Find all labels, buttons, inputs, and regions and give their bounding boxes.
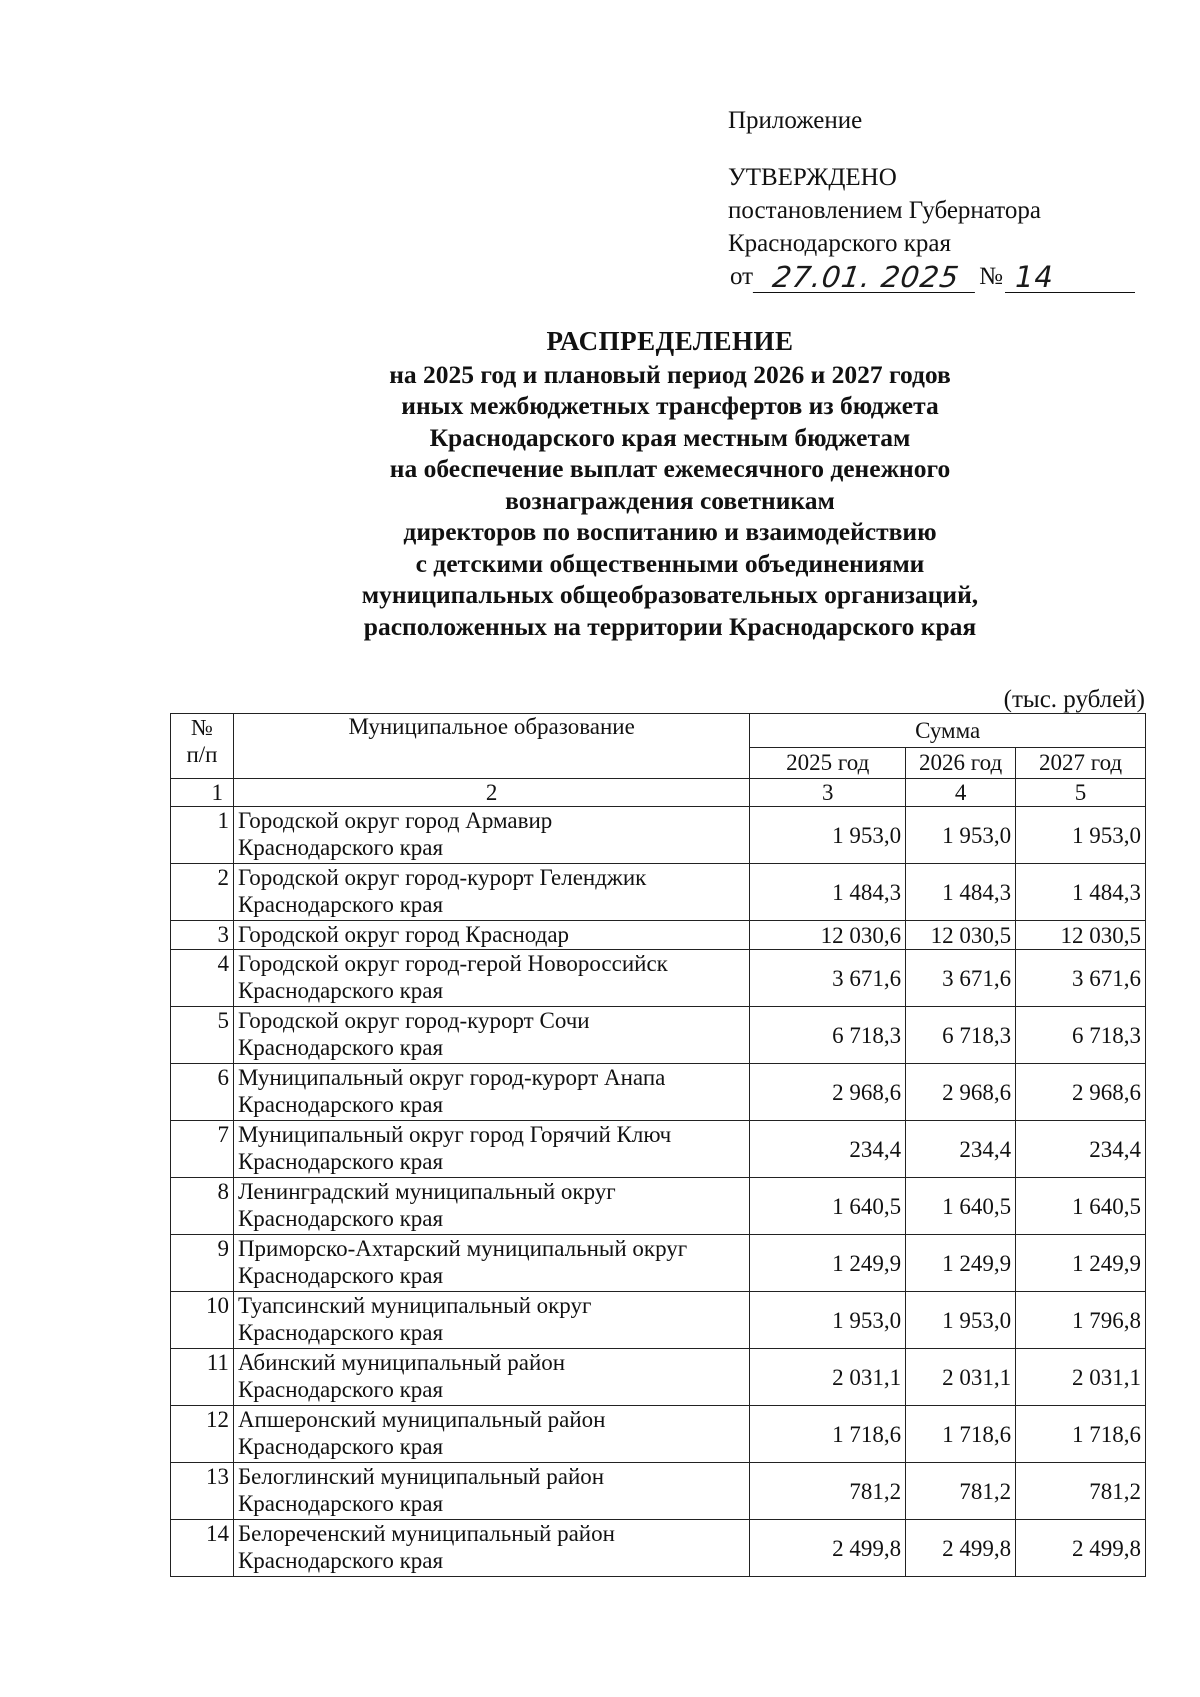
municipality-name-line: Абинский муниципальный район bbox=[237, 1350, 566, 1375]
header-2025: 2025 год bbox=[750, 748, 906, 779]
municipality-name bbox=[233, 1349, 749, 1406]
value-2026: 1 953,0 bbox=[906, 807, 1016, 864]
municipality-name-line: Краснодарского края bbox=[237, 1548, 444, 1573]
row-number: 13 bbox=[171, 1463, 234, 1520]
value-2027: 2 031,1 bbox=[1016, 1349, 1146, 1406]
municipality-name-line: Белореченский муниципальный район bbox=[237, 1521, 615, 1546]
municipality-name-line: Краснодарского края bbox=[237, 892, 444, 917]
value-2027: 1 249,9 bbox=[1016, 1235, 1146, 1292]
column-number: 3 bbox=[750, 779, 906, 807]
value-2025: 3 671,6 bbox=[750, 950, 906, 1007]
value-2027: 1 484,3 bbox=[1016, 864, 1146, 921]
row-number: 6 bbox=[171, 1064, 234, 1121]
municipality-name-line: Краснодарского края bbox=[237, 1035, 444, 1060]
table-row bbox=[171, 1007, 1146, 1064]
table-row bbox=[171, 1121, 1146, 1178]
municipality-name bbox=[233, 950, 749, 1007]
municipality-name-line: Городской округ город Краснодар bbox=[237, 922, 570, 947]
column-number: 2 bbox=[233, 779, 749, 807]
municipality-name bbox=[233, 1520, 749, 1577]
header-2026: 2026 год bbox=[906, 748, 1016, 779]
value-2026: 2 499,8 bbox=[906, 1520, 1016, 1577]
row-number: 9 bbox=[171, 1235, 234, 1292]
value-2027: 3 671,6 bbox=[1016, 950, 1146, 1007]
municipality-name bbox=[233, 1406, 749, 1463]
value-2025: 2 499,8 bbox=[750, 1520, 906, 1577]
municipality-name-line: Краснодарского края bbox=[237, 1092, 444, 1117]
municipality-name bbox=[233, 1235, 749, 1292]
units-label: (тыс. рублей) bbox=[1003, 686, 1145, 713]
municipality-name bbox=[233, 1064, 749, 1121]
municipality-name-line: Краснодарского края bbox=[237, 1377, 444, 1402]
header-number: № п/п bbox=[171, 714, 234, 779]
row-number: 7 bbox=[171, 1121, 234, 1178]
value-2027: 6 718,3 bbox=[1016, 1007, 1146, 1064]
municipality-name-line: Городской округ город-герой Новороссийск bbox=[237, 951, 668, 976]
row-number: 10 bbox=[171, 1292, 234, 1349]
value-2026: 2 968,6 bbox=[906, 1064, 1016, 1121]
table-row bbox=[171, 1064, 1146, 1121]
municipality-name-line: Приморско-Ахтарский муниципальный округ bbox=[237, 1236, 688, 1261]
value-2027: 12 030,5 bbox=[1016, 921, 1146, 950]
title-line: Краснодарского края местным бюджетам bbox=[429, 422, 911, 452]
row-number: 2 bbox=[171, 864, 234, 921]
document-title bbox=[250, 326, 1090, 642]
handwritten-number: 14 bbox=[1005, 262, 1135, 293]
value-2026: 3 671,6 bbox=[906, 950, 1016, 1007]
municipality-name-line: Городской округ город-курорт Геленджик bbox=[237, 865, 647, 890]
value-2027: 2 499,8 bbox=[1016, 1520, 1146, 1577]
value-2027: 1 718,6 bbox=[1016, 1406, 1146, 1463]
header-municipality: Муниципальное образование bbox=[233, 714, 749, 779]
row-number: 8 bbox=[171, 1178, 234, 1235]
table-row bbox=[171, 1463, 1146, 1520]
row-number: 14 bbox=[171, 1520, 234, 1577]
title-line: расположенных на территории Краснодарского края bbox=[363, 611, 977, 641]
municipality-name-line: Апшеронский муниципальный район bbox=[237, 1407, 606, 1432]
approved-region-line: Краснодарского края bbox=[728, 230, 951, 257]
value-2025: 1 953,0 bbox=[750, 1292, 906, 1349]
value-2025: 2 968,6 bbox=[750, 1064, 906, 1121]
municipality-name bbox=[233, 864, 749, 921]
column-number: 5 bbox=[1016, 779, 1146, 807]
approved-label: УТВЕРЖДЕНО bbox=[728, 164, 897, 191]
table-body bbox=[171, 807, 1146, 1577]
value-2026: 1 718,6 bbox=[906, 1406, 1016, 1463]
municipality-name-line: Краснодарского края bbox=[237, 978, 444, 1003]
table-row bbox=[171, 1349, 1146, 1406]
value-2025: 1 249,9 bbox=[750, 1235, 906, 1292]
row-number: 4 bbox=[171, 950, 234, 1007]
header-2027: 2027 год bbox=[1016, 748, 1146, 779]
value-2026: 1 249,9 bbox=[906, 1235, 1016, 1292]
value-2025: 1 718,6 bbox=[750, 1406, 906, 1463]
value-2025: 234,4 bbox=[750, 1121, 906, 1178]
value-2027: 1 640,5 bbox=[1016, 1178, 1146, 1235]
value-2025: 781,2 bbox=[750, 1463, 906, 1520]
title-line: директоров по воспитанию и взаимодействию bbox=[403, 517, 937, 546]
municipality-name-line: Краснодарского края bbox=[237, 1491, 444, 1516]
table-row bbox=[171, 864, 1146, 921]
row-number: 11 bbox=[171, 1349, 234, 1406]
municipality-name bbox=[233, 1007, 749, 1064]
row-number: 12 bbox=[171, 1406, 234, 1463]
header-sum: Сумма bbox=[750, 714, 1146, 748]
municipality-name-line: Краснодарского края bbox=[237, 835, 444, 860]
table-row bbox=[171, 807, 1146, 864]
municipality-name-line: Краснодарского края bbox=[237, 1263, 444, 1288]
column-number: 4 bbox=[906, 779, 1016, 807]
table-row bbox=[171, 1406, 1146, 1463]
title-line: с детскими общественными объединениями bbox=[415, 548, 925, 578]
municipality-name-line: Городской округ город-курорт Сочи bbox=[237, 1008, 590, 1033]
table-row bbox=[171, 950, 1146, 1007]
municipality-name-line: Краснодарского края bbox=[237, 1434, 444, 1459]
value-2026: 1 640,5 bbox=[906, 1178, 1016, 1235]
date-prefix: от bbox=[730, 263, 754, 290]
title-line: на обеспечение выплат ежемесячного денежного bbox=[389, 454, 951, 483]
title-line: муниципальных общеобразовательных организаций, bbox=[361, 580, 979, 609]
appendix-label: Приложение bbox=[728, 107, 863, 134]
municipality-name bbox=[233, 1121, 749, 1178]
table-row bbox=[171, 1292, 1146, 1349]
title-line: иных межбюджетных трансфертов из бюджета bbox=[401, 391, 939, 420]
value-2025: 1 484,3 bbox=[750, 864, 906, 921]
distribution-table bbox=[170, 713, 1146, 1577]
value-2026: 1 484,3 bbox=[906, 864, 1016, 921]
value-2027: 1 953,0 bbox=[1016, 807, 1146, 864]
date-number-line bbox=[728, 260, 1135, 293]
municipality-name-line: Краснодарского края bbox=[237, 1206, 444, 1231]
municipality-name-line: Краснодарского края bbox=[237, 1149, 444, 1174]
value-2026: 1 953,0 bbox=[906, 1292, 1016, 1349]
municipality-name bbox=[233, 1463, 749, 1520]
municipality-name-line: Муниципальный округ город Горячий Ключ bbox=[237, 1122, 672, 1147]
row-number: 5 bbox=[171, 1007, 234, 1064]
value-2025: 2 031,1 bbox=[750, 1349, 906, 1406]
table-row bbox=[171, 921, 1146, 950]
value-2025: 6 718,3 bbox=[750, 1007, 906, 1064]
value-2027: 1 796,8 bbox=[1016, 1292, 1146, 1349]
value-2027: 234,4 bbox=[1016, 1121, 1146, 1178]
value-2026: 234,4 bbox=[906, 1121, 1016, 1178]
title-line: вознаграждения советникам bbox=[505, 485, 835, 515]
municipality-name-line: Краснодарского края bbox=[237, 1320, 444, 1345]
value-2025: 1 953,0 bbox=[750, 807, 906, 864]
value-2027: 781,2 bbox=[1016, 1463, 1146, 1520]
title-main: РАСПРЕДЕЛЕНИЕ bbox=[546, 326, 794, 356]
row-number: 1 bbox=[171, 807, 234, 864]
value-2026: 2 031,1 bbox=[906, 1349, 1016, 1406]
municipality-name-line: Туапсинский муниципальный округ bbox=[237, 1293, 592, 1318]
table-row bbox=[171, 1520, 1146, 1577]
municipality-name bbox=[233, 807, 749, 864]
municipality-name bbox=[233, 1178, 749, 1235]
column-number: 1 bbox=[171, 779, 234, 807]
municipality-name-line: Белоглинский муниципальный район bbox=[237, 1464, 605, 1489]
municipality-name bbox=[233, 921, 749, 950]
municipality-name-line: Городской округ город Армавир bbox=[237, 808, 553, 833]
value-2025: 12 030,6 bbox=[750, 921, 906, 950]
table-row bbox=[171, 1178, 1146, 1235]
municipality-name-line: Ленинградский муниципальный округ bbox=[237, 1179, 616, 1204]
value-2025: 1 640,5 bbox=[750, 1178, 906, 1235]
value-2026: 781,2 bbox=[906, 1463, 1016, 1520]
number-prefix: № bbox=[979, 263, 1003, 290]
handwritten-date: 27.01. 2025 bbox=[753, 262, 979, 293]
value-2027: 2 968,6 bbox=[1016, 1064, 1146, 1121]
table-row bbox=[171, 1235, 1146, 1292]
approved-by-line: постановлением Губернатора bbox=[728, 197, 1041, 224]
value-2026: 6 718,3 bbox=[906, 1007, 1016, 1064]
row-number: 3 bbox=[171, 921, 234, 950]
municipality-name bbox=[233, 1292, 749, 1349]
municipality-name-line: Муниципальный округ город-курорт Анапа bbox=[237, 1065, 666, 1090]
value-2026: 12 030,5 bbox=[906, 921, 1016, 950]
approval-block bbox=[728, 104, 1135, 293]
title-line: на 2025 год и плановый период 2026 и 2027 годов bbox=[389, 359, 951, 389]
